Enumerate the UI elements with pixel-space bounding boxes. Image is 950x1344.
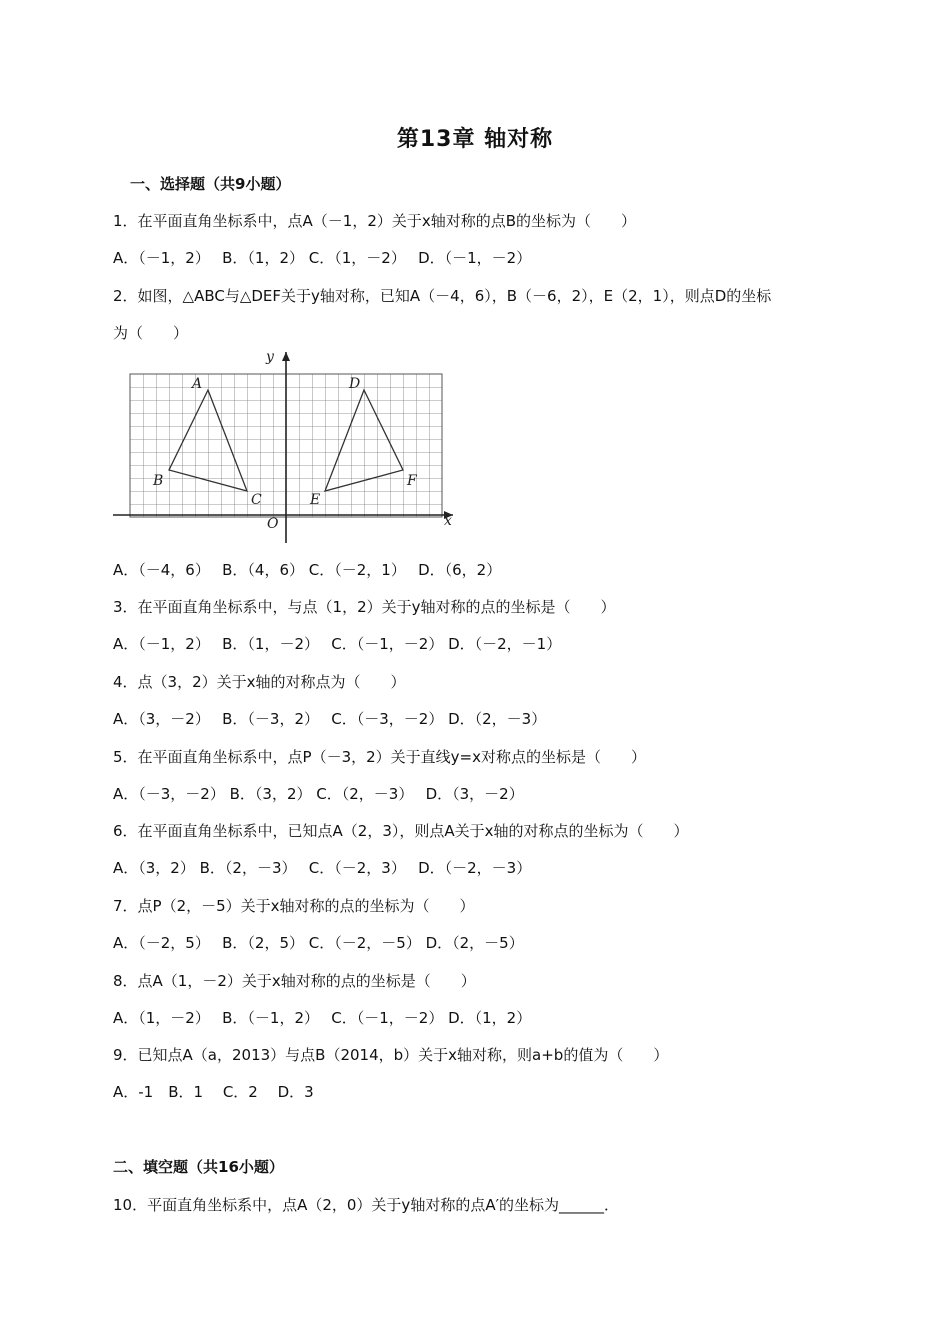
label-d: D [349,376,361,392]
question-9-options: A．-1 B．1 C．2 D．3 [113,1083,314,1101]
question-4-options: A．（3，－2） B．（－3，2） C．（－3，－2） D．（2，－3） [113,710,547,728]
question-9-stem: 9．已知点A（a，2013）与点B（2014，b）关于x轴对称，则a+b的值为（ ） [113,1046,669,1064]
label-y-axis: y [266,349,274,365]
y-axis-arrow [282,352,290,361]
page-title: 第13章 轴对称 [396,127,554,152]
question-1-stem: 1．在平面直角坐标系中，点A（－1，2）关于x轴对称的点B的坐标为（ ） [113,212,637,230]
question-5-stem: 5．在平面直角坐标系中，点P（－3，2）关于直线y=x对称点的坐标是（ ） [113,748,647,766]
question-7-stem: 7．点P（2，－5）关于x轴对称的点的坐标为（ ） [113,897,475,915]
question-1-options: A．（－1，2） B．（1，2） C．（1，－2） D．（－1，－2） [113,249,532,267]
question-10-stem: 10．平面直角坐标系中，点A（2，0）关于y轴对称的点A′的坐标为______． [113,1196,619,1214]
question-2-stem: 2．如图，△ABC与△DEF关于y轴对称，已知A（－4，6），B（－6，2），E（2，1），则点D的坐标 [113,287,772,305]
triangle-reflection-diagram [113,348,458,543]
label-a: A [192,376,203,392]
question-6-options: A．（3，2） B．（2，－3） C．（－2，3） D．（－2，－3） [113,859,532,877]
question-4-stem: 4．点（3，2）关于x轴的对称点为（ ） [113,673,406,691]
coordinate-figure [113,348,458,543]
label-f: F [407,473,417,489]
question-8-options: A．（1，－2） B．（－1，2） C．（－1，－2） D．（1，2） [113,1009,532,1027]
label-origin: O [267,516,279,532]
question-6-stem: 6．在平面直角坐标系中，已知点A（2，3），则点A关于x轴的对称点的坐标为（ ） [113,822,689,840]
question-7-options: A．（－2，5） B．（2，5） C．（－2，－5） D．（2，－5） [113,934,524,952]
question-5-options: A．（－3，－2） B．（3，2） C．（2，－3） D．（3，－2） [113,785,524,803]
label-c: C [251,492,262,508]
label-e: E [310,492,321,508]
label-x-axis: x [444,513,452,529]
question-2-stem-continued: 为（ ） [113,324,189,342]
question-3-stem: 3．在平面直角坐标系中，与点（1，2）关于y轴对称的点的坐标是（ ） [113,598,616,616]
section-heading-choice: 一、选择题（共9小题） [130,175,291,193]
label-b: B [153,473,164,489]
question-8-stem: 8．点A（1，－2）关于x轴对称的点的坐标是（ ） [113,972,476,990]
section-heading-fill: 二、填空题（共16小题） [113,1158,284,1176]
question-3-options: A．（－1，2） B．（1，－2） C．（－1，－2） D．（－2，－1） [113,635,562,653]
question-2-options: A．（－4，6） B．（4，6） C．（－2，1） D．（6，2） [113,561,502,579]
